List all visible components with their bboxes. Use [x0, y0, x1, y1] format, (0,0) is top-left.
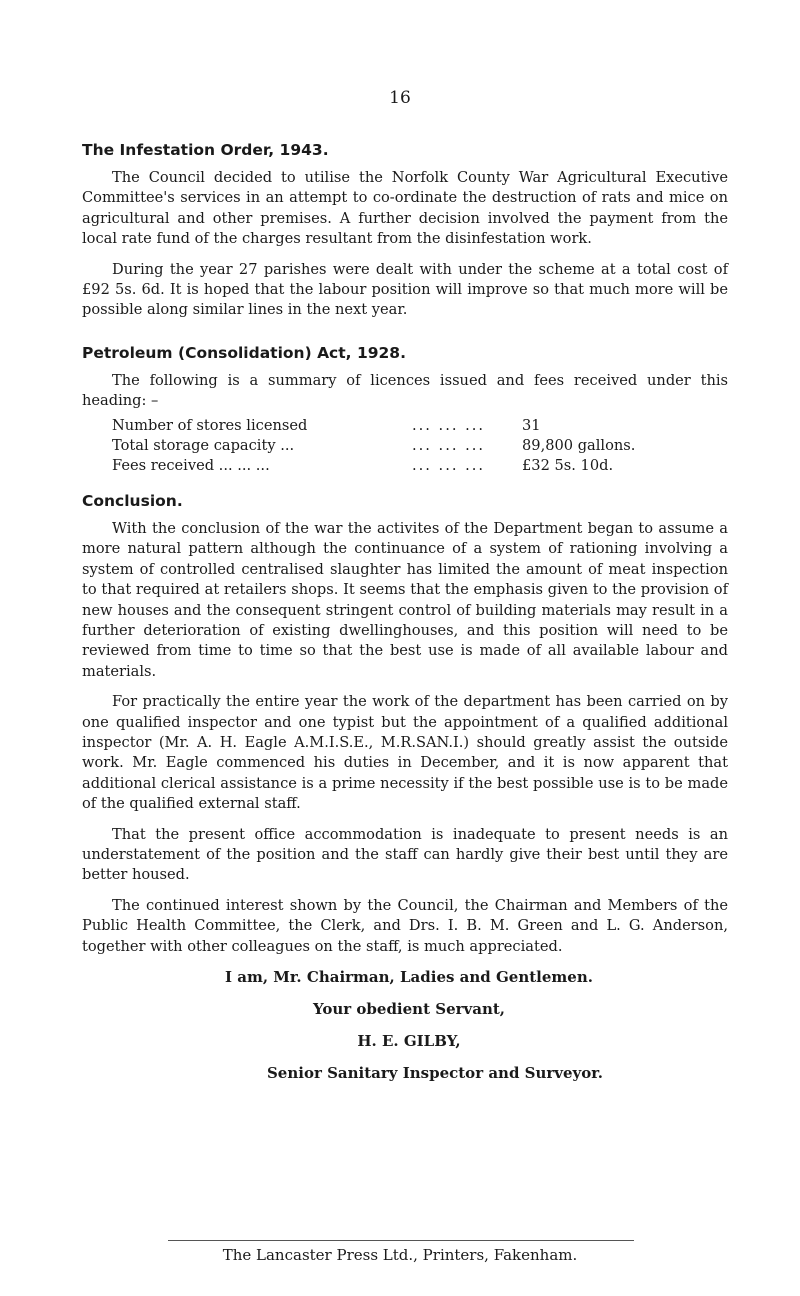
summary-row — [112, 436, 728, 456]
summary-value: 89,800 gallons. — [522, 437, 636, 455]
paragraph: The Council decided to utilise the Norfolk County War Agricultural Executive Committee's services in an attempt to co-ordinate the destruction of rats and mice on agricultural and other premises. A further decision involved the payment from the local rate fund of the charges resultant from the disinfestation work. — [82, 169, 728, 248]
page-number: 16 — [389, 88, 411, 108]
summary-label: Fees received ... ... ... — [112, 457, 270, 475]
section-infestation-order — [82, 140, 728, 321]
section-conclusion — [82, 491, 728, 957]
summary-value: £32 5s. 10d. — [522, 457, 614, 475]
closing-block — [82, 967, 728, 1083]
paragraph: During the year 27 parishes were dealt with under the scheme at a total cost of £92 5s. 6d. It is hoped that the labour position will improve so that much more will be possible along similar lines in the next year. — [82, 260, 728, 319]
closing-salutation: I am, Mr. Chairman, Ladies and Gentlemen. — [225, 968, 593, 986]
section-heading: Conclusion. — [82, 491, 183, 510]
paragraph: With the conclusion of the war the activites of the Department began to assume a more natural pattern although the continuance of a system of rationing involving a system of controlled centralised slaughter has limited the amount of meat inspection to that required at retailers shops. It seems that the emphasis given to the provision of new houses and the consequent stringent control of building materials may result in a further deterioration of existing dwellinghouses, and this position will need to be reviewed from time to time so that the best use is made of all available labour and materials. — [82, 519, 728, 680]
paragraph: For practically the entire year the work of the department has been carried on by one qualified inspector and one typist but the appointment of a qualified additional inspector (Mr. A. H. Eagle A.M.I.S.E., M.R.SAN.I.) should greatly assist the outside work. Mr. Eagle commenced his duties in December, and it is now apparent that additional clerical assistance is a prime necessity if the best possible use is to be made of the qualified external staff. — [82, 693, 728, 813]
printer-imprint: The Lancaster Press Ltd., Printers, Fakenham. — [222, 1246, 578, 1264]
summary-label: Total storage capacity ... — [112, 437, 295, 455]
summary-leader-dots: ... ... ... — [412, 437, 486, 455]
summary-label: Number of stores licensed — [112, 416, 308, 434]
summary-leader-dots: ... ... ... — [412, 416, 486, 434]
paragraph: That the present office accommodation is inadequate to present needs is an understatement of the position and the staff can hardly give their best until they are better housed. — [82, 825, 728, 884]
summary-value: 31 — [522, 416, 541, 434]
summary-leader-dots: ... ... ... — [412, 457, 486, 475]
footer-rule — [168, 1240, 634, 1241]
paragraph: The following is a summary of licences issued and fees received under this heading: – — [82, 371, 728, 410]
section-petroleum-act — [82, 343, 728, 477]
section-heading: The Infestation Order, 1943. — [82, 141, 329, 159]
closing-sign-off: Your obedient Servant, — [312, 1000, 506, 1018]
paragraph: The continued interest shown by the Council, the Chairman and Members of the Public Health Committee, the Clerk, and Drs. I. B. M. Green and L. G. Anderson, together with other colleagues on the staff, is much appreciated. — [82, 896, 728, 955]
page-content — [82, 140, 728, 1083]
summary-row — [112, 416, 728, 436]
licence-summary — [112, 416, 728, 477]
summary-row — [112, 456, 728, 476]
signatory-name: H. E. GILBY, — [357, 1032, 461, 1050]
signatory-title: Senior Sanitary Inspector and Surveyor. — [266, 1064, 604, 1082]
section-heading: Petroleum (Consolidation) Act, 1928. — [82, 343, 406, 362]
